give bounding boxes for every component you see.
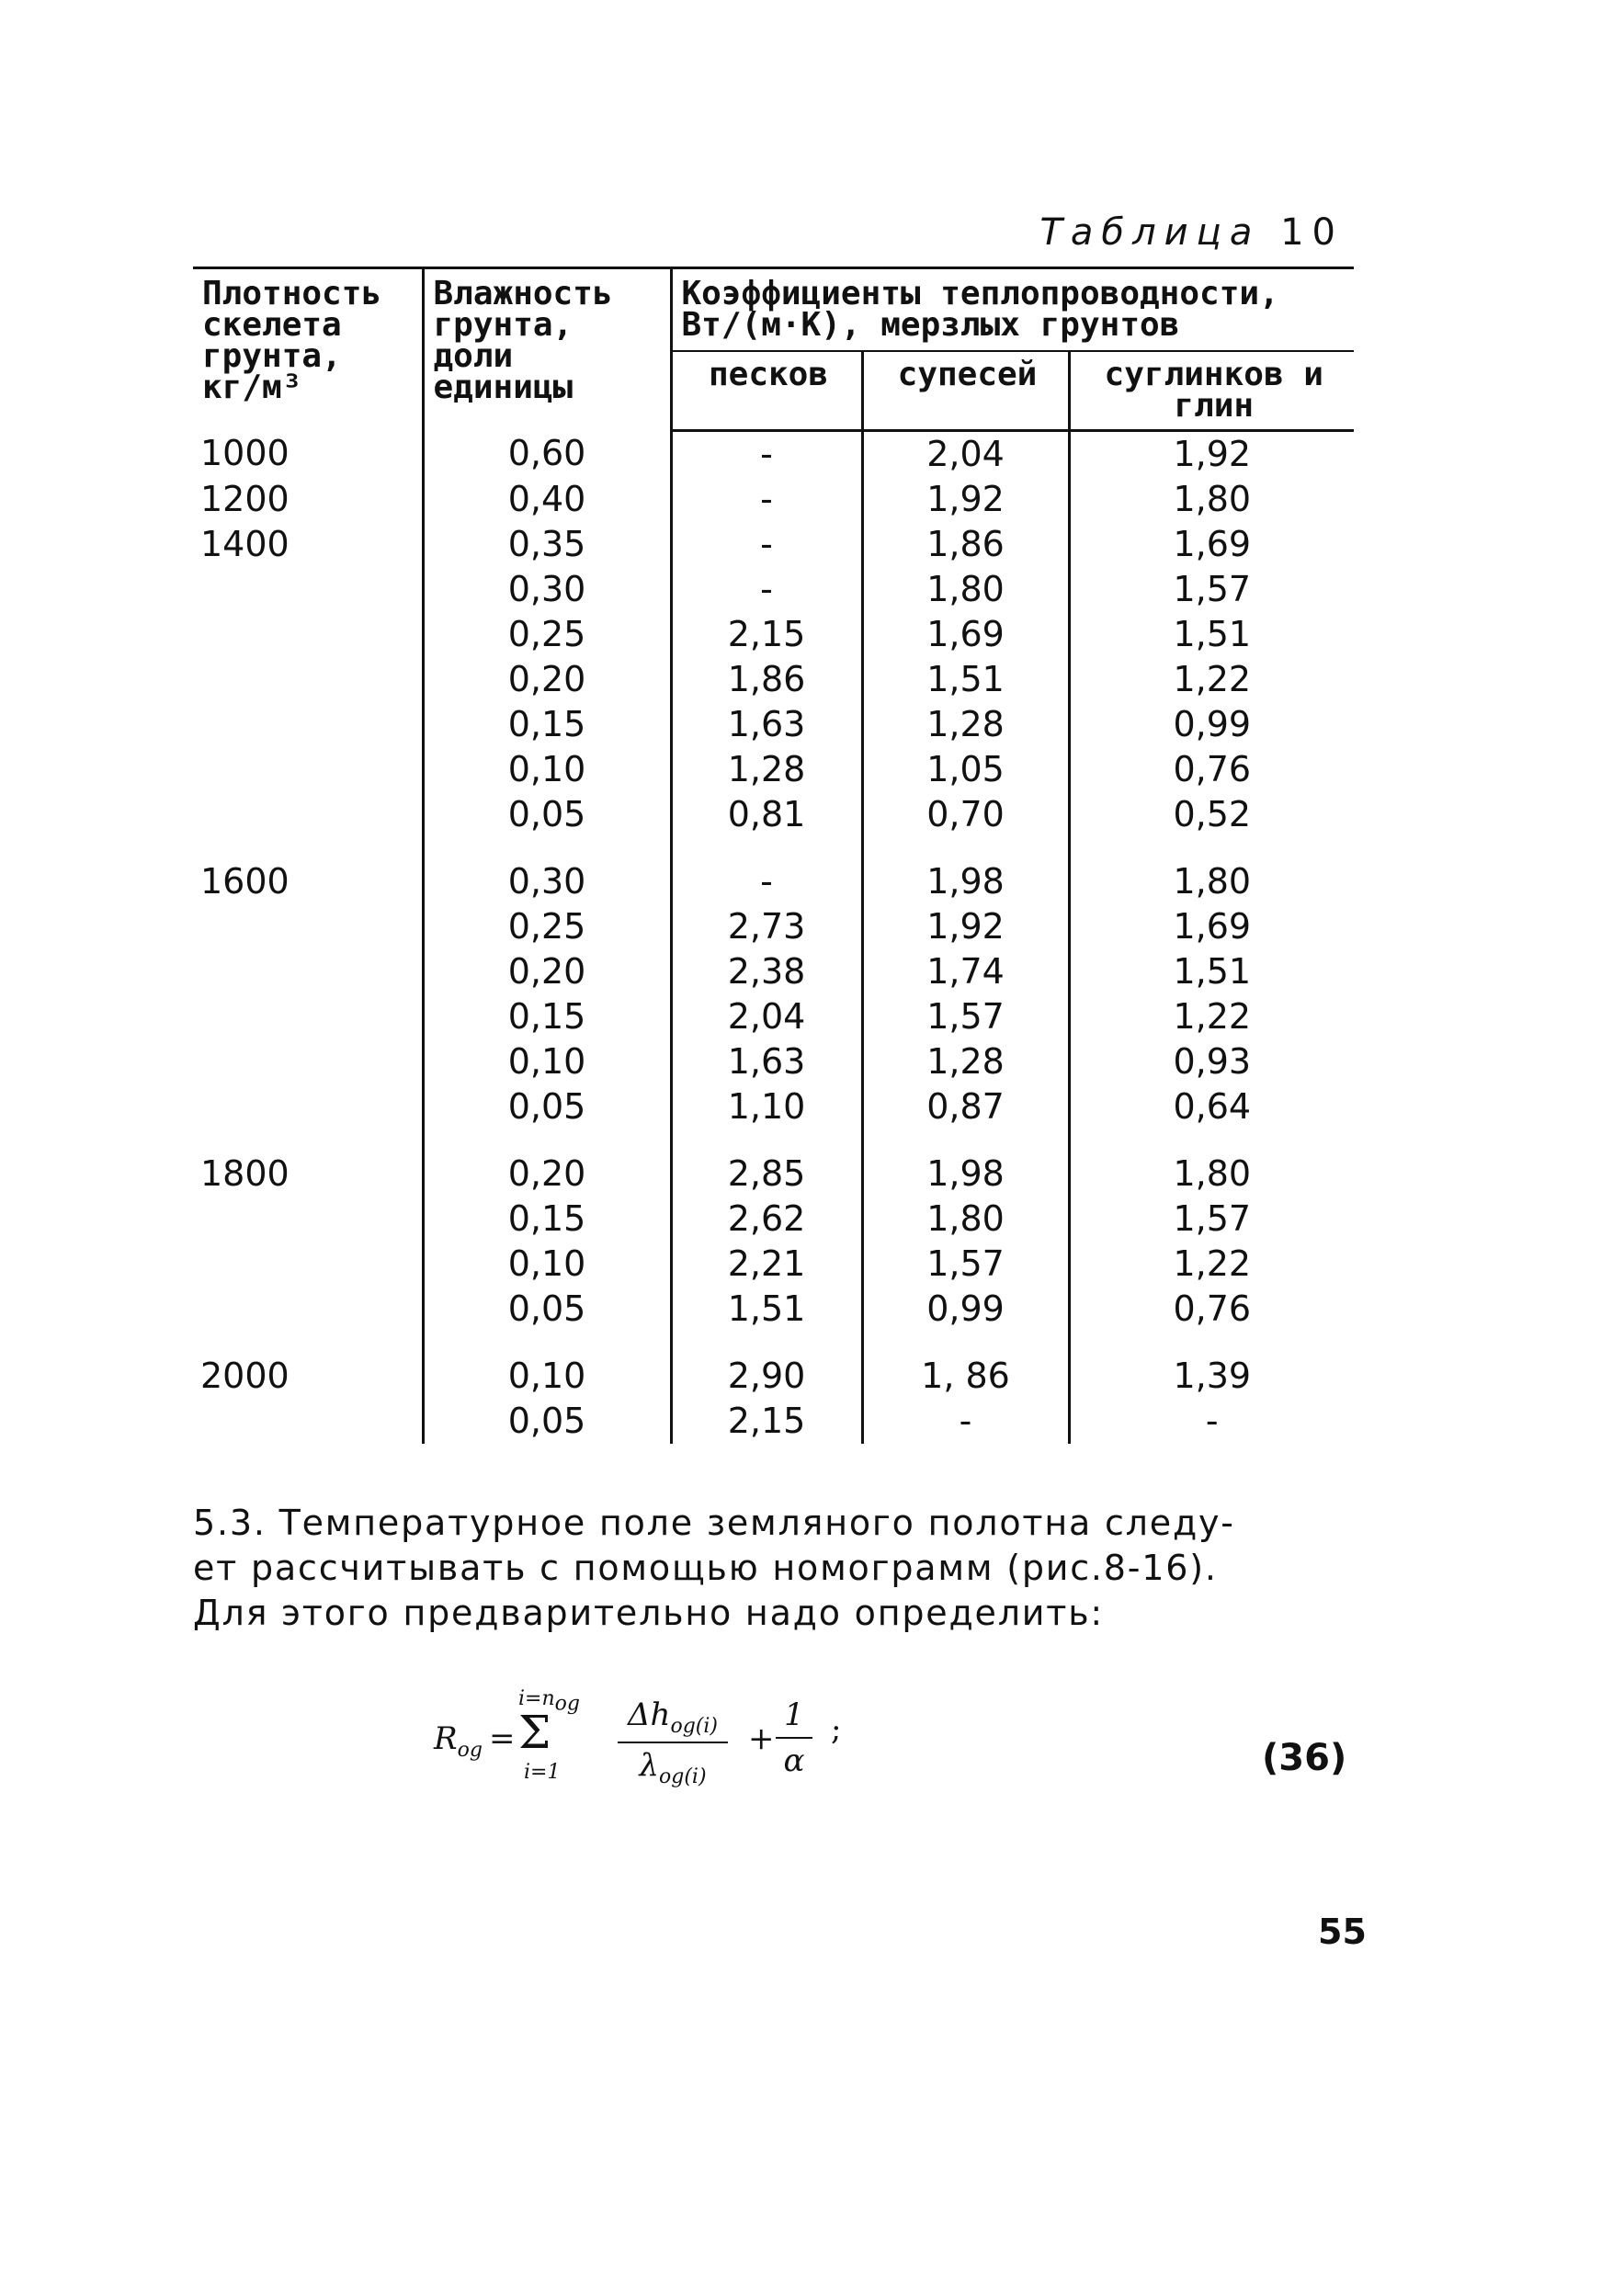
formula-plus: +	[748, 1720, 775, 1757]
table-row	[193, 747, 1354, 792]
sandy-loams-cell: 0,70	[862, 792, 1069, 837]
moisture-cell: 0,20	[423, 657, 671, 702]
moisture-cell: 0,05	[423, 792, 671, 837]
moisture-cell: 0,35	[423, 522, 671, 567]
table-caption-number: 10	[1280, 211, 1344, 254]
moisture-cell: 0,10	[423, 1332, 671, 1399]
sandy-loams-cell: -	[862, 1399, 1069, 1444]
loams-clays-cell: 0,64	[1069, 1084, 1354, 1129]
sandy-loams-cell: 1,86	[862, 522, 1069, 567]
equation-number: (36)	[1262, 1737, 1347, 1779]
paragraph-line: Для этого предварительно надо определить:	[193, 1593, 1105, 1633]
moisture-cell: 0,15	[423, 994, 671, 1039]
density-cell	[193, 1242, 423, 1287]
sands-cell: 2,62	[671, 1197, 862, 1242]
table-row	[193, 1242, 1354, 1287]
loams-clays-cell: 1,80	[1069, 477, 1354, 522]
table-row	[193, 949, 1354, 994]
density-cell	[193, 994, 423, 1039]
formula-fraction-1: $\Delta h_{og(i)}$ $\lambda_{og(i)}$	[618, 1696, 728, 1788]
sands-cell: 1,10	[671, 1084, 862, 1129]
section-5-3-paragraph	[193, 1501, 1360, 1636]
density-cell: 1200	[200, 479, 290, 519]
sands-cell: 1,63	[671, 702, 862, 747]
thermal-conductivity-table	[193, 267, 1354, 1444]
sands-cell: -	[671, 567, 862, 612]
sands-cell: 1,51	[671, 1287, 862, 1332]
sands-cell: -	[671, 431, 862, 478]
sands-cell: 2,15	[671, 1399, 862, 1444]
sandy-loams-cell: 1, 86	[862, 1332, 1069, 1399]
moisture-cell: 0,05	[423, 1287, 671, 1332]
table-body	[193, 431, 1354, 1445]
table-row	[193, 657, 1354, 702]
sandy-loams-cell: 1,51	[862, 657, 1069, 702]
moisture-cell: 0,60	[423, 431, 671, 478]
moisture-cell: 0,15	[423, 702, 671, 747]
table-row	[193, 1399, 1354, 1444]
density-cell	[193, 702, 423, 747]
table-row	[193, 792, 1354, 837]
table-row	[193, 1084, 1354, 1129]
header-moisture: Влажность грунта, доли единицы	[423, 268, 671, 431]
table-row	[193, 567, 1354, 612]
sands-cell: 2,04	[671, 994, 862, 1039]
moisture-cell: 0,10	[423, 747, 671, 792]
density-cell	[193, 1084, 423, 1129]
loams-clays-cell: 1,51	[1069, 612, 1354, 657]
sands-cell: 2,38	[671, 949, 862, 994]
density-cell: 1600	[200, 861, 290, 902]
table-row	[193, 904, 1354, 949]
moisture-cell: 0,40	[423, 477, 671, 522]
sands-cell: 2,85	[671, 1129, 862, 1197]
sum-sign: Σ	[518, 1706, 551, 1759]
moisture-cell: 0,20	[423, 949, 671, 994]
sands-cell: 1,63	[671, 1039, 862, 1084]
sandy-loams-cell: 1,98	[862, 1129, 1069, 1197]
loams-clays-cell: 0,52	[1069, 792, 1354, 837]
table-row	[193, 1039, 1354, 1084]
loams-clays-cell: 0,76	[1069, 1287, 1354, 1332]
density-cell	[193, 1287, 423, 1332]
loams-clays-cell: 1,22	[1069, 657, 1354, 702]
table-caption-word: Таблица	[1039, 211, 1261, 254]
density-cell	[193, 1399, 423, 1444]
sands-cell: 2,73	[671, 904, 862, 949]
loams-clays-cell: 1,57	[1069, 567, 1354, 612]
sandy-loams-cell: 0,87	[862, 1084, 1069, 1129]
sandy-loams-cell: 2,04	[862, 431, 1069, 478]
sandy-loams-cell: 1,57	[862, 994, 1069, 1039]
moisture-cell: 0,05	[423, 1084, 671, 1129]
moisture-cell: 0,30	[423, 837, 671, 904]
loams-clays-cell: 1,80	[1069, 837, 1354, 904]
table-row	[193, 1129, 1354, 1197]
sandy-loams-cell: 1,28	[862, 1039, 1069, 1084]
sandy-loams-cell: 1,80	[862, 567, 1069, 612]
loams-clays-cell: 1,57	[1069, 1197, 1354, 1242]
loams-clays-cell: 1,39	[1069, 1332, 1354, 1399]
table-row	[193, 1197, 1354, 1242]
loams-clays-cell: 0,76	[1069, 747, 1354, 792]
sandy-loams-cell: 1,57	[862, 1242, 1069, 1287]
table-row	[193, 431, 1354, 478]
sands-cell: -	[671, 522, 862, 567]
density-cell	[193, 657, 423, 702]
loams-clays-cell: 1,51	[1069, 949, 1354, 994]
formula-semicolon: ;	[831, 1711, 842, 1748]
moisture-cell: 0,20	[423, 1129, 671, 1197]
sands-cell: -	[671, 837, 862, 904]
density-cell	[193, 612, 423, 657]
loams-clays-cell: 0,93	[1069, 1039, 1354, 1084]
moisture-cell: 0,05	[423, 1399, 671, 1444]
sandy-loams-cell: 1,05	[862, 747, 1069, 792]
sands-cell: 0,81	[671, 792, 862, 837]
sandy-loams-cell: 1,92	[862, 904, 1069, 949]
formula-lhs: $R_{og}$	[434, 1720, 483, 1762]
moisture-cell: 0,15	[423, 1197, 671, 1242]
table-row	[193, 1287, 1354, 1332]
sum-lower-limit: i=1	[524, 1761, 561, 1784]
sands-cell: 2,90	[671, 1332, 862, 1399]
density-cell	[193, 949, 423, 994]
loams-clays-cell: -	[1069, 1399, 1354, 1444]
density-cell: 1800	[200, 1153, 290, 1194]
loams-clays-cell: 1,22	[1069, 994, 1354, 1039]
table-row	[193, 994, 1354, 1039]
sandy-loams-cell: 1,74	[862, 949, 1069, 994]
sands-cell: 1,28	[671, 747, 862, 792]
sandy-loams-cell: 1,28	[862, 702, 1069, 747]
moisture-cell: 0,25	[423, 612, 671, 657]
sandy-loams-cell: 1,80	[862, 1197, 1069, 1242]
header-coefficients: Коэффициенты теплопроводности, Вт/(м·К), мерзлых грунтов	[671, 268, 1354, 352]
moisture-cell: 0,30	[423, 567, 671, 612]
table-row	[193, 837, 1354, 904]
paragraph-line: 5.3. Температурное поле земляного полотна следу-	[193, 1503, 1235, 1543]
moisture-cell: 0,10	[423, 1242, 671, 1287]
moisture-cell: 0,25	[423, 904, 671, 949]
formula-equals: =	[489, 1720, 516, 1757]
table-row	[193, 702, 1354, 747]
sands-cell: -	[671, 477, 862, 522]
density-cell	[193, 747, 423, 792]
table-row	[193, 477, 1354, 522]
formula-36	[434, 1687, 893, 1810]
density-cell	[193, 904, 423, 949]
sandy-loams-cell: 1,92	[862, 477, 1069, 522]
sands-cell: 1,86	[671, 657, 862, 702]
paragraph-line: ет рассчитывать с помощью номограмм (рис.8-16).	[193, 1548, 1218, 1588]
page-number: 55	[1318, 1912, 1367, 1952]
loams-clays-cell: 1,92	[1069, 431, 1354, 478]
sands-cell: 2,21	[671, 1242, 862, 1287]
loams-clays-cell: 1,69	[1069, 904, 1354, 949]
loams-clays-cell: 1,80	[1069, 1129, 1354, 1197]
density-cell: 2000	[200, 1356, 290, 1396]
density-cell: 1000	[200, 433, 290, 474]
sandy-loams-cell: 1,69	[862, 612, 1069, 657]
formula-fraction-2: 1 α	[776, 1696, 812, 1779]
sands-cell: 2,15	[671, 612, 862, 657]
header-sandy-loams: супесей	[862, 351, 1069, 431]
density-cell	[193, 792, 423, 837]
density-cell	[193, 1197, 423, 1242]
header-density: Плотность скелета грунта, кг/м³	[202, 275, 382, 406]
header-sands: песков	[671, 351, 862, 431]
table-row	[193, 1332, 1354, 1399]
sandy-loams-cell: 1,98	[862, 837, 1069, 904]
density-cell: 1400	[200, 524, 290, 564]
table-row	[193, 612, 1354, 657]
moisture-cell: 0,10	[423, 1039, 671, 1084]
loams-clays-cell: 1,69	[1069, 522, 1354, 567]
table-row	[193, 522, 1354, 567]
sum-upper-limit: $i=n_{og}$	[518, 1687, 580, 1716]
density-cell	[193, 567, 423, 612]
header-loams-clays: суглинков и глин	[1069, 351, 1354, 431]
density-cell	[193, 1039, 423, 1084]
loams-clays-cell: 1,22	[1069, 1242, 1354, 1287]
table-caption	[1039, 211, 1344, 254]
loams-clays-cell: 0,99	[1069, 702, 1354, 747]
sandy-loams-cell: 0,99	[862, 1287, 1069, 1332]
